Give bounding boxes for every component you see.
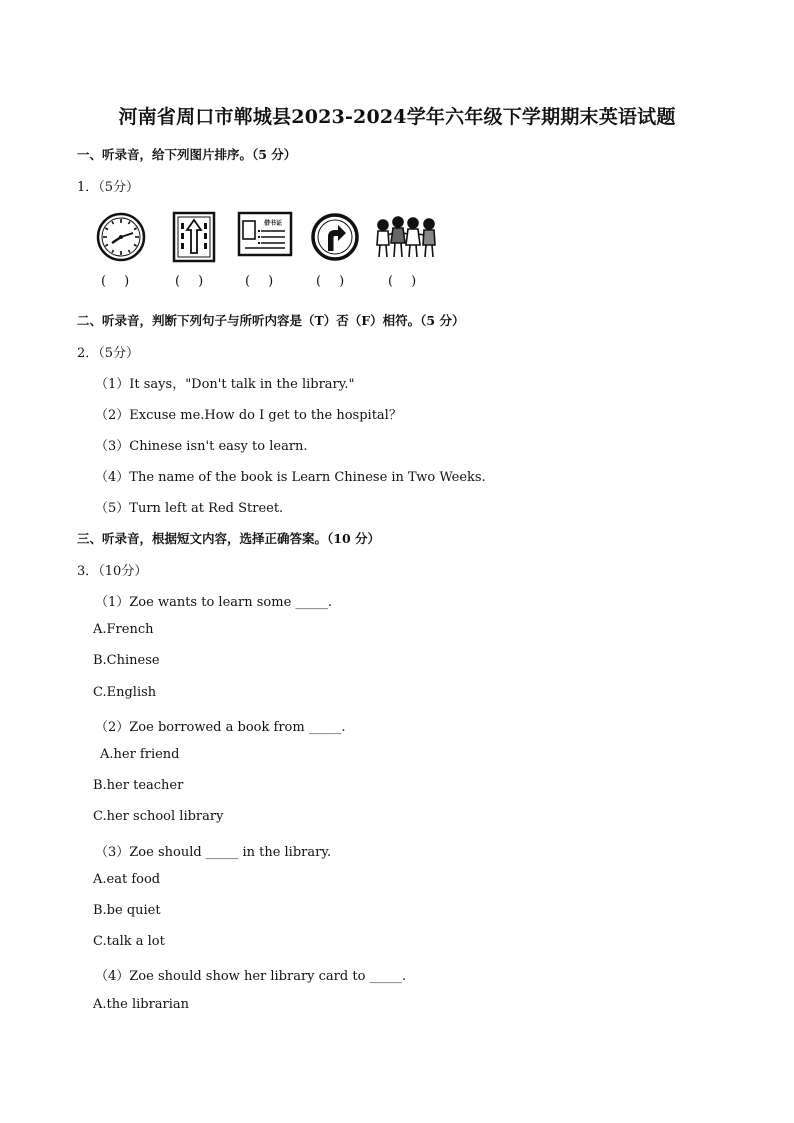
q3-2-option-c: C.her school library — [93, 809, 224, 824]
q3-3-option-b: B.be quiet — [93, 903, 161, 918]
q2-label: 2．（5分） — [77, 346, 140, 361]
answer-paren-3: ( ) — [245, 274, 274, 289]
q2-item-4: （4）The name of the book is Learn Chinese in Two Weeks. — [95, 470, 486, 485]
q3-1-option-c: C.English — [93, 685, 157, 700]
clock-icon — [95, 211, 147, 267]
section3-heading: 三、听录音，根据短文内容，选择正确答案。（10 分） — [77, 531, 380, 546]
page-title: 河南省周口市郸城县2023-2024学年六年级下学期期末英语试题 — [118, 106, 676, 128]
q2-item-3: （3）Chinese isn't easy to learn. — [95, 439, 308, 454]
answer-paren-5: ( ) — [388, 274, 417, 289]
q3-2-stem: （2）Zoe borrowed a book from _____. — [95, 720, 346, 735]
q2-item-5: （5）Turn left at Red Street. — [95, 501, 284, 516]
q3-3-option-c: C.talk a lot — [93, 934, 165, 949]
answer-paren-1: ( ) — [101, 274, 130, 289]
q3-3-option-a: A.eat food — [93, 872, 161, 887]
section2-heading: 二、听录音，判断下列句子与所听内容是（T）否（F）相符。（5 分） — [77, 313, 465, 328]
answer-paren-2: ( ) — [175, 274, 204, 289]
q3-1-option-a: A.French — [93, 622, 154, 637]
q3-3-stem: （3）Zoe should _____ in the library. — [95, 845, 332, 860]
arrow-sign-icon — [172, 211, 216, 267]
q3-1-stem: （1）Zoe wants to learn some _____. — [95, 595, 333, 610]
q3-label: 3．（10分） — [77, 564, 148, 579]
q1-label: 1．（5分） — [77, 180, 140, 195]
q3-1-option-b: B.Chinese — [93, 653, 160, 668]
q2-item-2: （2）Excuse me.How do I get to the hospital？ — [95, 408, 402, 423]
q3-2-option-a: A.her friend — [100, 747, 180, 762]
library-card-icon — [237, 211, 293, 261]
answer-paren-4: ( ) — [316, 274, 345, 289]
library-card-text: 借书证 — [263, 220, 283, 227]
q3-4-stem: （4）Zoe should show her library card to _____. — [95, 969, 407, 984]
section1-heading: 一、听录音，给下列图片排序。（5 分） — [77, 147, 297, 162]
q3-4-option-a: A.the librarian — [93, 997, 190, 1012]
q2-item-1: （1）It says，"Don't talk in the library." — [95, 377, 355, 392]
turn-right-sign-icon — [311, 211, 359, 267]
children-group-icon — [374, 211, 440, 267]
q3-2-option-b: B.her teacher — [93, 778, 184, 793]
